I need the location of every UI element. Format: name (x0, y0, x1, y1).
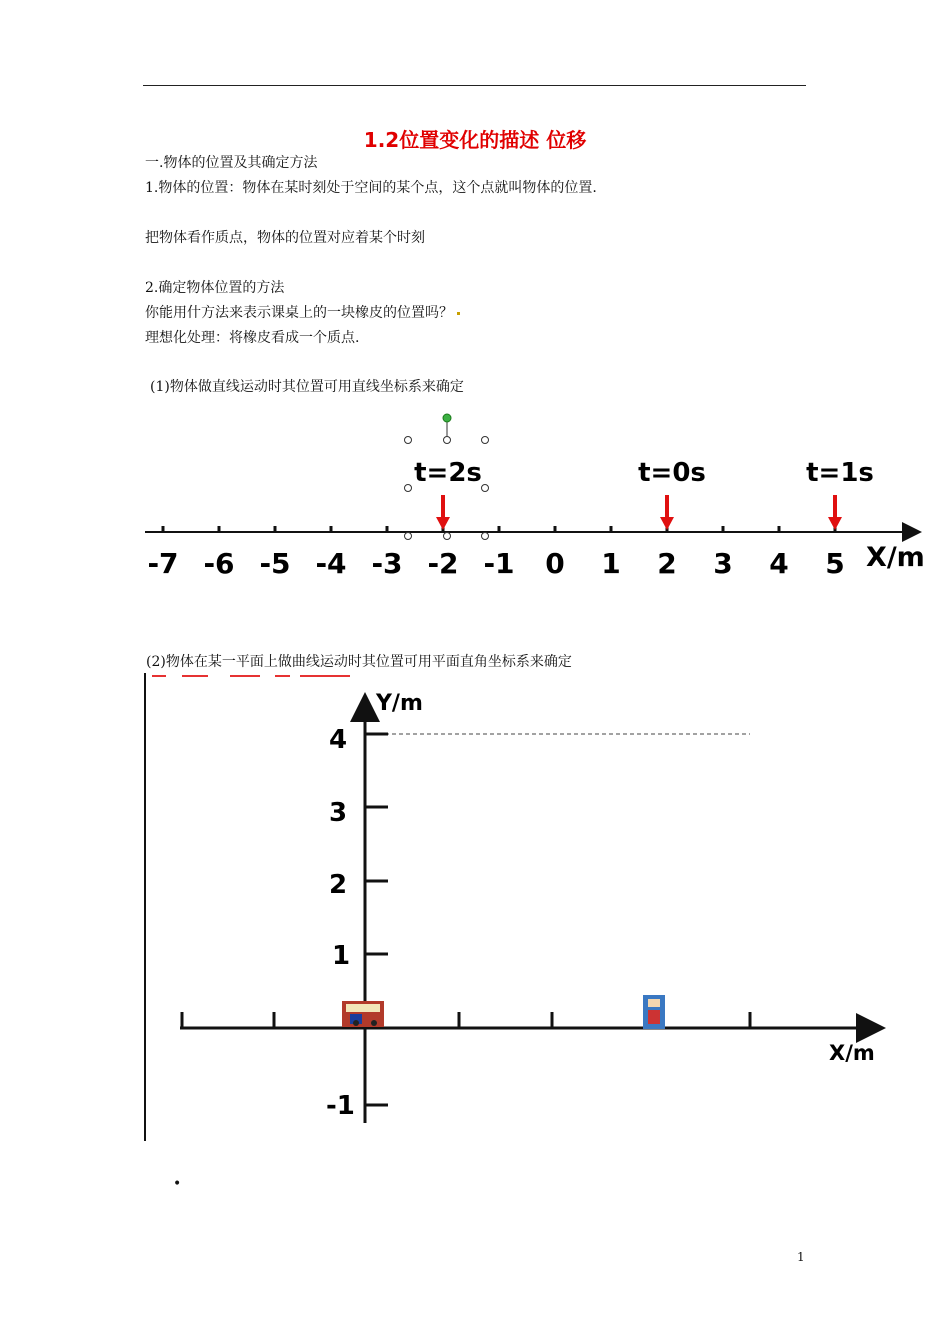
x-axis-label: X/m (866, 542, 925, 573)
paragraph-position-definition: 1.物体的位置：物体在某时刻处于空间的某个点，这个点就叫物体的位置. (145, 180, 597, 196)
header-rule (143, 85, 806, 86)
y-ticks (326, 725, 388, 1121)
paragraph-question: 你能用什方法来表示课桌上的一块橡皮的位置吗？ (145, 302, 460, 322)
paragraph-method-heading: 2.确定物体位置的方法 (145, 280, 285, 296)
person-icon (643, 995, 665, 1029)
page-title: 1.2位置变化的描述 位移 (363, 128, 587, 152)
y-axis-label: Y/m (376, 691, 423, 716)
y-tick-label: -1 (326, 1091, 355, 1121)
x-axis-ticks (147, 526, 844, 580)
x-tick-label: 2 (657, 547, 677, 580)
y-tick-label: 4 (329, 725, 348, 755)
time-arrow-head (660, 517, 674, 530)
x-tick-label: -5 (259, 547, 291, 580)
bullet: • (173, 1176, 182, 1192)
page-number: 1 (797, 1250, 805, 1264)
section-heading: 一.物体的位置及其确定方法 (145, 155, 318, 171)
y-tick-label: 2 (329, 870, 348, 900)
linear-axis-figure (0, 405, 950, 595)
x-tick-label: -6 (203, 547, 235, 580)
x-tick-label: 4 (769, 547, 789, 580)
car-icon (342, 1001, 384, 1027)
time-arrow-head (436, 517, 450, 530)
time-label: t=2s (414, 458, 482, 488)
y-tick-label: 3 (329, 798, 348, 828)
time-arrow-head (828, 517, 842, 530)
x-tick-label: 5 (825, 547, 845, 580)
plane-axis-figure (0, 668, 950, 1148)
paragraph-plane-coord: (2)物体在某一平面上做曲线运动时其位置可用平面直角坐标系来确定 (146, 654, 572, 670)
selection-handles (405, 437, 489, 540)
x-tick-label: 3 (713, 547, 733, 580)
x-tick-label: -1 (483, 547, 515, 580)
x-tick-label: -7 (147, 547, 179, 580)
x-tick-label: 1 (601, 547, 621, 580)
rotate-handle (443, 414, 451, 422)
y-tick-label: 1 (332, 941, 351, 971)
paragraph-particle: 把物体看作质点，物体的位置对应着某个时刻 (145, 230, 425, 246)
time-label: t=0s (638, 458, 706, 488)
x-tick-label: -3 (371, 547, 403, 580)
time-label: t=1s (806, 458, 874, 488)
x-tick-label: 0 (545, 547, 565, 580)
time-markers (414, 458, 874, 530)
x-tick-label: -2 (427, 547, 459, 580)
x-tick-label: -4 (315, 547, 347, 580)
paragraph-idealization: 理想化处理：将橡皮看成一个质点. (145, 330, 360, 346)
x-axis-label: X/m (829, 1041, 875, 1065)
paragraph-linear-coord: (1)物体做直线运动时其位置可用直线坐标系来确定 (150, 379, 464, 395)
